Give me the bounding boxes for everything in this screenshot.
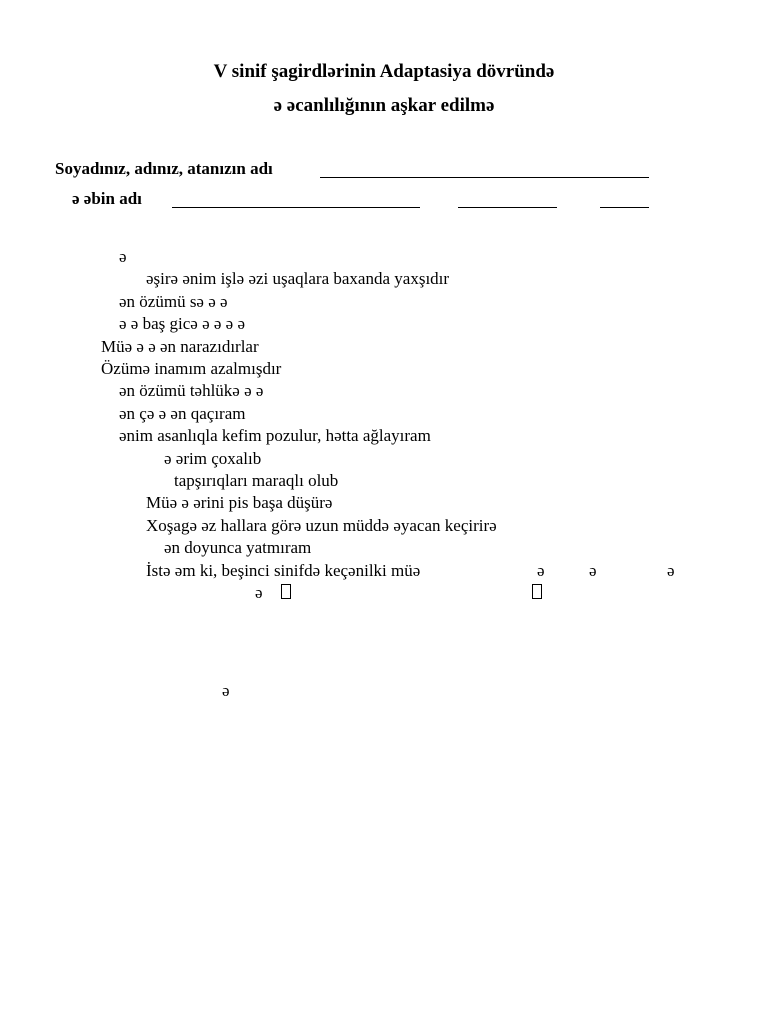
body-line: Xoşagə əz hallara görə uzun müddə əyacan keçirirə [146, 516, 497, 535]
body-line: İstə əm ki, beşinci sinifdə keçənilki müə [146, 561, 421, 580]
body-fragment: ə [667, 561, 675, 580]
body-line: ə ə baş gicə ə ə ə ə [119, 314, 245, 333]
body-line: Müə ə ə ən narazıdırlar [101, 337, 259, 356]
body-line: ən özümü sə ə ə [119, 292, 228, 311]
body-line: ən doyunca yatmıram [164, 538, 312, 557]
name-field-line[interactable] [320, 177, 649, 178]
body-fragment: ə [255, 583, 263, 602]
body-line: Müə ə ərini pis başa düşürə [146, 493, 333, 512]
missing-glyph-icon [281, 583, 291, 603]
page-title: V sinif şagirdlərinin Adaptasiya dövründə [213, 61, 555, 82]
body-line: ən çə ə ən qaçıram [119, 404, 246, 423]
body-fragment: ə [589, 561, 597, 580]
body-line: ənim asanlıqla kefim pozulur, hətta ağlayıram [119, 426, 431, 445]
body-line: əşirə ənim işlə əzi uşaqlara baxanda yaxşıdır [146, 269, 450, 288]
body-line: ə [119, 247, 127, 266]
date-field-line[interactable] [600, 207, 649, 208]
missing-glyph-icon [532, 583, 542, 603]
class-field-line[interactable] [458, 207, 557, 208]
body-fragment: ə [537, 561, 545, 580]
body-line: tapşırıqları maraqlı olub [174, 471, 339, 490]
body-line: ən özümü təhlükə ə ə [119, 381, 264, 400]
school-field-label: ə əbin adı [72, 189, 142, 208]
body-fragment: ə [222, 681, 230, 700]
school-field-line[interactable] [172, 207, 420, 208]
body-line: ə ərim çoxalıb [164, 449, 262, 468]
name-field-label: Soyadınız, adınız, atanızın adı [55, 159, 273, 178]
page-subtitle: ə əcanlılığının aşkar edilmə [273, 95, 495, 116]
body-line: Özümə inamım azalmışdır [101, 359, 282, 378]
